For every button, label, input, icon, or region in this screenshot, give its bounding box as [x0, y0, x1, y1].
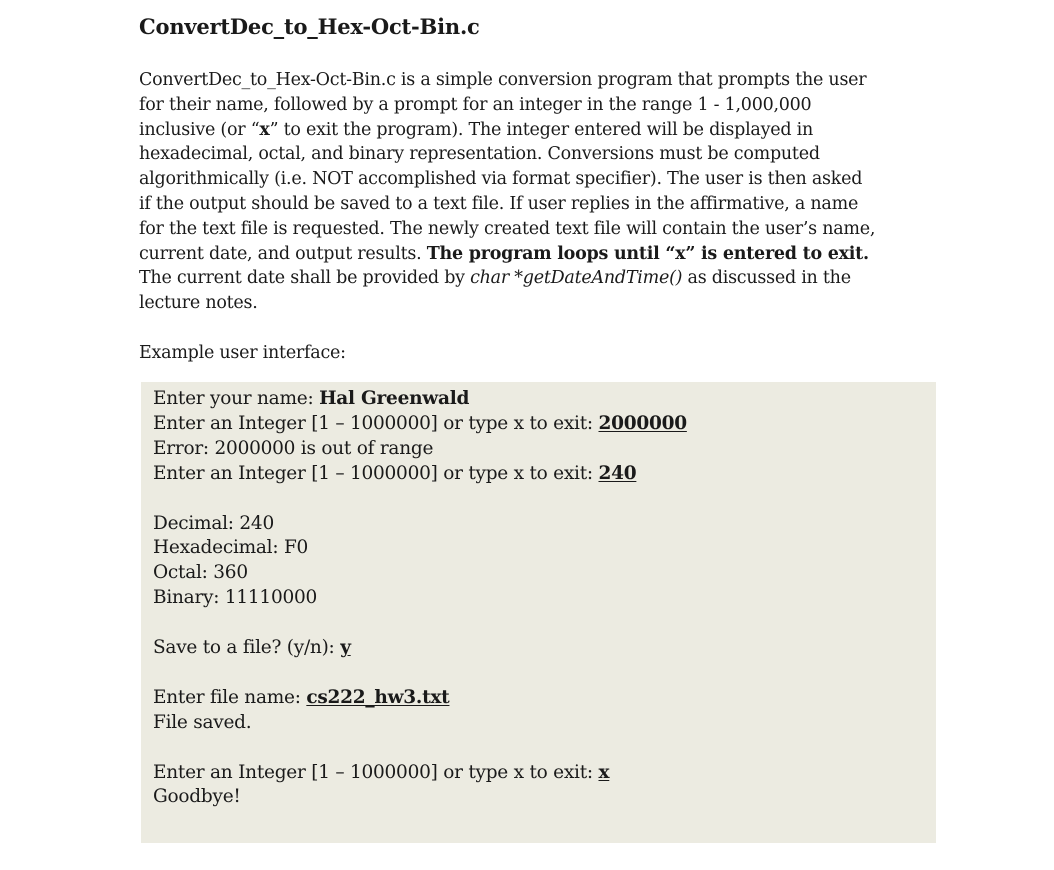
loop-requirement: The program loops until “x” is entered to exit. [426, 243, 869, 264]
console-line: Enter an Integer [1 – 1000000] or type x to exit: 240 [153, 462, 637, 484]
description-line: current date, and output results. The program loops until “x” is entered to exit. [139, 243, 869, 264]
console-blank-line [153, 661, 924, 686]
description-line: The current date shall be provided by char *getDateAndTime() as discussed in the [139, 268, 851, 289]
binary-output: Binary: 11110000 [153, 587, 318, 609]
console-line: Enter an Integer [1 – 1000000] or type x to exit: 2000000 [153, 412, 687, 434]
console-blank-line [153, 611, 924, 636]
document-title: ConvertDec_to_Hex-Oct-Bin.c [139, 14, 480, 39]
console-line: Save to a file? (y/n): y [153, 637, 351, 659]
example-label: Example user interface: [139, 342, 346, 363]
user-input-value: 240 [598, 462, 637, 484]
description-line: algorithmically (i.e. NOT accomplished via format specifier). The user is then asked [139, 169, 863, 190]
console-blank-line [153, 487, 924, 512]
console-line [153, 536, 924, 561]
octal-output: Octal: 360 [153, 562, 248, 584]
error-message: Error: 2000000 is out of range [153, 437, 434, 459]
console-blank-line [153, 736, 924, 761]
description-line: hexadecimal, octal, and binary representation. Conversions must be computed [139, 144, 820, 165]
document [139, 12, 939, 366]
file-saved-message: File saved. [153, 711, 252, 733]
description-paragraph [139, 68, 939, 316]
description-line: for the text file is requested. The newly created text file will contain the user’s name, [139, 218, 876, 239]
function-reference: char *getDateAndTime() [470, 268, 683, 289]
user-input-value: 2000000 [598, 412, 687, 434]
decimal-output: Decimal: 240 [153, 512, 274, 534]
user-input-value: y [340, 637, 351, 659]
console-line [153, 561, 924, 586]
console-line: Enter an Integer [1 – 1000000] or type x to exit: x [153, 761, 610, 783]
console-line [153, 437, 924, 462]
goodbye-message: Goodbye! [153, 786, 241, 808]
description-line: for their name, followed by a prompt for an integer in the range 1 - 1,000,000 [139, 94, 812, 115]
console-line [153, 711, 924, 736]
example-console [141, 382, 936, 843]
user-input-value: cs222_hw3.txt [306, 686, 450, 708]
console-line: Enter your name: Hal Greenwald [153, 388, 470, 409]
description-line: lecture notes. [139, 293, 258, 314]
user-input-value: x [598, 761, 610, 783]
console-line [153, 586, 924, 611]
name-input-value: Hal Greenwald [319, 388, 470, 409]
description-line: ConvertDec_to_Hex-Oct-Bin.c is a simple conversion program that prompts the user [139, 70, 867, 90]
console-line [153, 785, 924, 810]
description-line: if the output should be saved to a text file. If user replies in the affirmative, a name [139, 193, 859, 214]
console-line [153, 512, 924, 537]
console-line: Enter file name: cs222_hw3.txt [153, 686, 450, 708]
description-line: inclusive (or “x” to exit the program). The integer entered will be displayed in [139, 119, 813, 140]
hexadecimal-output: Hexadecimal: F0 [153, 537, 309, 559]
